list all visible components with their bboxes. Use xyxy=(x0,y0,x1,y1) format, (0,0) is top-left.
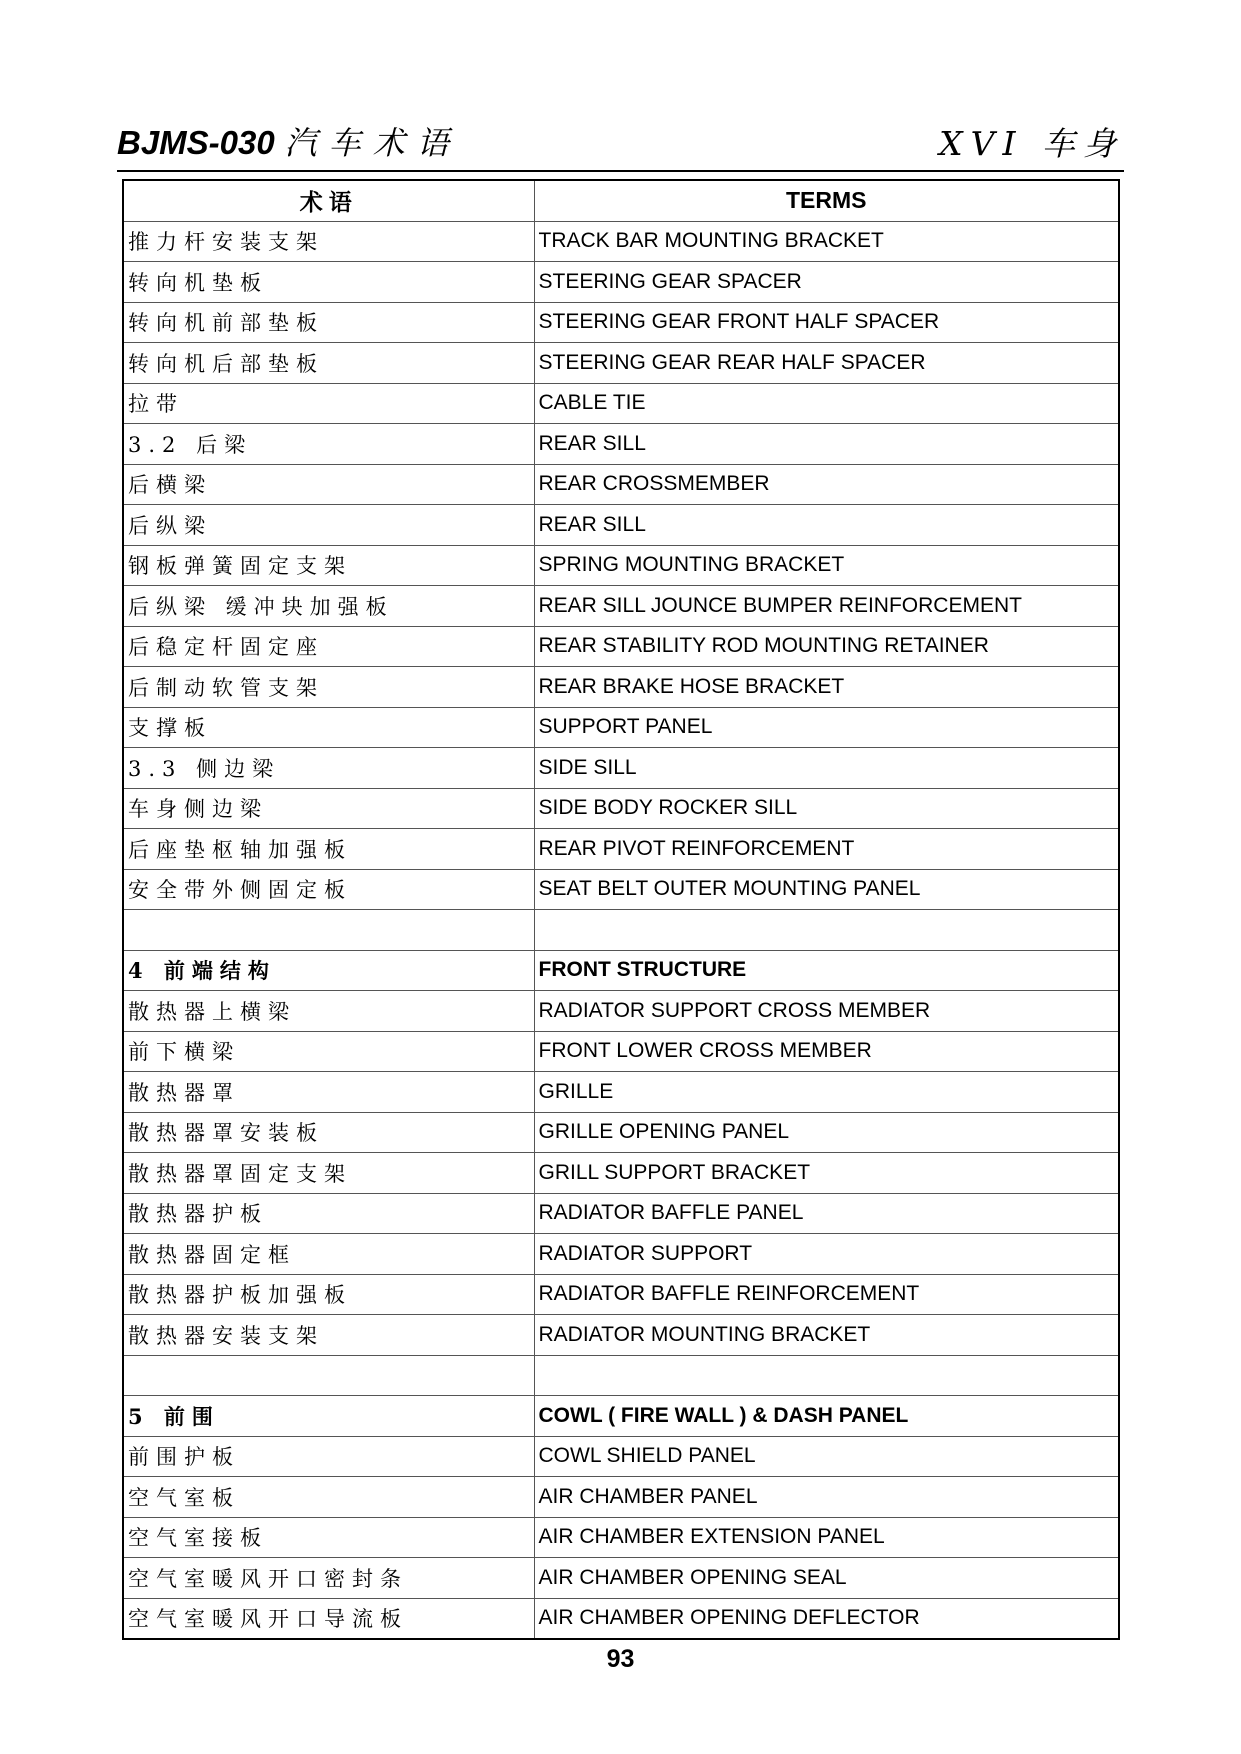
term-chinese: 散热器安装支架 xyxy=(123,1315,534,1356)
table-row xyxy=(123,505,1119,546)
term-english: SEAT BELT OUTER MOUNTING PANEL xyxy=(534,869,1119,910)
term-chinese: 散热器罩 xyxy=(123,1072,534,1113)
term-chinese: 3.3 侧边梁 xyxy=(123,748,534,789)
table-row xyxy=(123,1274,1119,1315)
term-english: GRILL SUPPORT BRACKET xyxy=(534,1153,1119,1194)
term-chinese: 前围护板 xyxy=(123,1436,534,1477)
term-chinese: 3.2 后梁 xyxy=(123,424,534,465)
term-chinese: 安全带外侧固定板 xyxy=(123,869,534,910)
table-row xyxy=(123,991,1119,1032)
term-english: RADIATOR MOUNTING BRACKET xyxy=(534,1315,1119,1356)
term-chinese xyxy=(123,1355,534,1396)
term-english: REAR PIVOT REINFORCEMENT xyxy=(534,829,1119,870)
table-row xyxy=(123,1193,1119,1234)
term-english: SIDE SILL xyxy=(534,748,1119,789)
term-english: COWL SHIELD PANEL xyxy=(534,1436,1119,1477)
table-row xyxy=(123,1396,1119,1437)
term-chinese: 推力杆安装支架 xyxy=(123,221,534,262)
term-english xyxy=(534,1355,1119,1396)
table-row xyxy=(123,302,1119,343)
table-row xyxy=(123,221,1119,262)
table-row xyxy=(123,1598,1119,1639)
page-number: 93 xyxy=(606,1645,635,1673)
table-row xyxy=(123,1153,1119,1194)
table-row xyxy=(123,1355,1119,1396)
table-row xyxy=(123,383,1119,424)
term-english: RADIATOR SUPPORT CROSS MEMBER xyxy=(534,991,1119,1032)
table-row xyxy=(123,1477,1119,1518)
term-english: AIR CHAMBER PANEL xyxy=(534,1477,1119,1518)
table-row xyxy=(123,869,1119,910)
table-row xyxy=(123,343,1119,384)
table-row xyxy=(123,1234,1119,1275)
term-english: SPRING MOUNTING BRACKET xyxy=(534,545,1119,586)
term-english: STEERING GEAR SPACER xyxy=(534,262,1119,303)
term-chinese: 4 前端结构 xyxy=(123,950,534,991)
term-chinese: 车身侧边梁 xyxy=(123,788,534,829)
term-chinese: 后制动软管支架 xyxy=(123,667,534,708)
table-row xyxy=(123,586,1119,627)
table-row xyxy=(123,424,1119,465)
term-chinese: 前下横梁 xyxy=(123,1031,534,1072)
term-chinese xyxy=(123,910,534,951)
term-chinese: 散热器固定框 xyxy=(123,1234,534,1275)
column-header-chinese: 术语 xyxy=(123,180,534,221)
term-english: SUPPORT PANEL xyxy=(534,707,1119,748)
table-row xyxy=(123,788,1119,829)
table-row xyxy=(123,464,1119,505)
term-chinese: 散热器罩安装板 xyxy=(123,1112,534,1153)
document-title xyxy=(117,118,461,164)
term-chinese: 后横梁 xyxy=(123,464,534,505)
term-english: REAR CROSSMEMBER xyxy=(534,464,1119,505)
term-chinese: 散热器护板 xyxy=(123,1193,534,1234)
term-english: REAR SILL xyxy=(534,424,1119,465)
table-row xyxy=(123,910,1119,951)
table-row xyxy=(123,667,1119,708)
term-chinese: 转向机垫板 xyxy=(123,262,534,303)
term-english: REAR SILL xyxy=(534,505,1119,546)
terms-table-body xyxy=(123,221,1119,1639)
term-chinese: 后纵梁 xyxy=(123,505,534,546)
table-row xyxy=(123,1112,1119,1153)
table-row xyxy=(123,626,1119,667)
term-english: RADIATOR BAFFLE PANEL xyxy=(534,1193,1119,1234)
term-chinese: 后纵梁 缓冲块加强板 xyxy=(123,586,534,627)
terms-table xyxy=(122,179,1120,1640)
term-english: STEERING GEAR REAR HALF SPACER xyxy=(534,343,1119,384)
table-row xyxy=(123,707,1119,748)
table-row xyxy=(123,545,1119,586)
term-chinese: 拉带 xyxy=(123,383,534,424)
chapter-title: XVI 车身 xyxy=(939,124,1124,163)
term-chinese: 散热器罩固定支架 xyxy=(123,1153,534,1194)
document-name: 汽车术语 xyxy=(284,124,461,162)
term-chinese: 散热器上横梁 xyxy=(123,991,534,1032)
term-english: REAR SILL JOUNCE BUMPER REINFORCEMENT xyxy=(534,586,1119,627)
table-row xyxy=(123,262,1119,303)
term-english: CABLE TIE xyxy=(534,383,1119,424)
table-row xyxy=(123,748,1119,789)
term-english: GRILLE xyxy=(534,1072,1119,1113)
term-english xyxy=(534,910,1119,951)
term-chinese: 转向机前部垫板 xyxy=(123,302,534,343)
term-chinese: 后座垫枢轴加强板 xyxy=(123,829,534,870)
page-header xyxy=(117,112,1124,172)
term-chinese: 空气室暖风开口导流板 xyxy=(123,1598,534,1639)
term-chinese: 钢板弹簧固定支架 xyxy=(123,545,534,586)
term-chinese: 空气室板 xyxy=(123,1477,534,1518)
table-row xyxy=(123,829,1119,870)
table-row xyxy=(123,1517,1119,1558)
term-english: COWL ( FIRE WALL ) & DASH PANEL xyxy=(534,1396,1119,1437)
term-chinese: 支撑板 xyxy=(123,707,534,748)
term-chinese: 散热器护板加强板 xyxy=(123,1274,534,1315)
term-english: FRONT LOWER CROSS MEMBER xyxy=(534,1031,1119,1072)
table-row xyxy=(123,1072,1119,1113)
term-english: RADIATOR BAFFLE REINFORCEMENT xyxy=(534,1274,1119,1315)
table-row xyxy=(123,1436,1119,1477)
table-row xyxy=(123,1031,1119,1072)
term-english: REAR STABILITY ROD MOUNTING RETAINER xyxy=(534,626,1119,667)
term-chinese: 空气室接板 xyxy=(123,1517,534,1558)
term-english: SIDE BODY ROCKER SILL xyxy=(534,788,1119,829)
term-english: AIR CHAMBER EXTENSION PANEL xyxy=(534,1517,1119,1558)
document-code: BJMS-030 xyxy=(117,124,275,161)
term-english: RADIATOR SUPPORT xyxy=(534,1234,1119,1275)
term-english: STEERING GEAR FRONT HALF SPACER xyxy=(534,302,1119,343)
term-chinese: 5 前围 xyxy=(123,1396,534,1437)
table-row xyxy=(123,1558,1119,1599)
term-english: AIR CHAMBER OPENING DEFLECTOR xyxy=(534,1598,1119,1639)
term-english: AIR CHAMBER OPENING SEAL xyxy=(534,1558,1119,1599)
term-english: FRONT STRUCTURE xyxy=(534,950,1119,991)
term-chinese: 后稳定杆固定座 xyxy=(123,626,534,667)
term-english: REAR BRAKE HOSE BRACKET xyxy=(534,667,1119,708)
table-row xyxy=(123,1315,1119,1356)
table-row xyxy=(123,950,1119,991)
term-chinese: 转向机后部垫板 xyxy=(123,343,534,384)
table-header-row xyxy=(123,180,1119,221)
term-english: TRACK BAR MOUNTING BRACKET xyxy=(534,221,1119,262)
term-english: GRILLE OPENING PANEL xyxy=(534,1112,1119,1153)
column-header-english: TERMS xyxy=(534,180,1119,221)
term-chinese: 空气室暖风开口密封条 xyxy=(123,1558,534,1599)
